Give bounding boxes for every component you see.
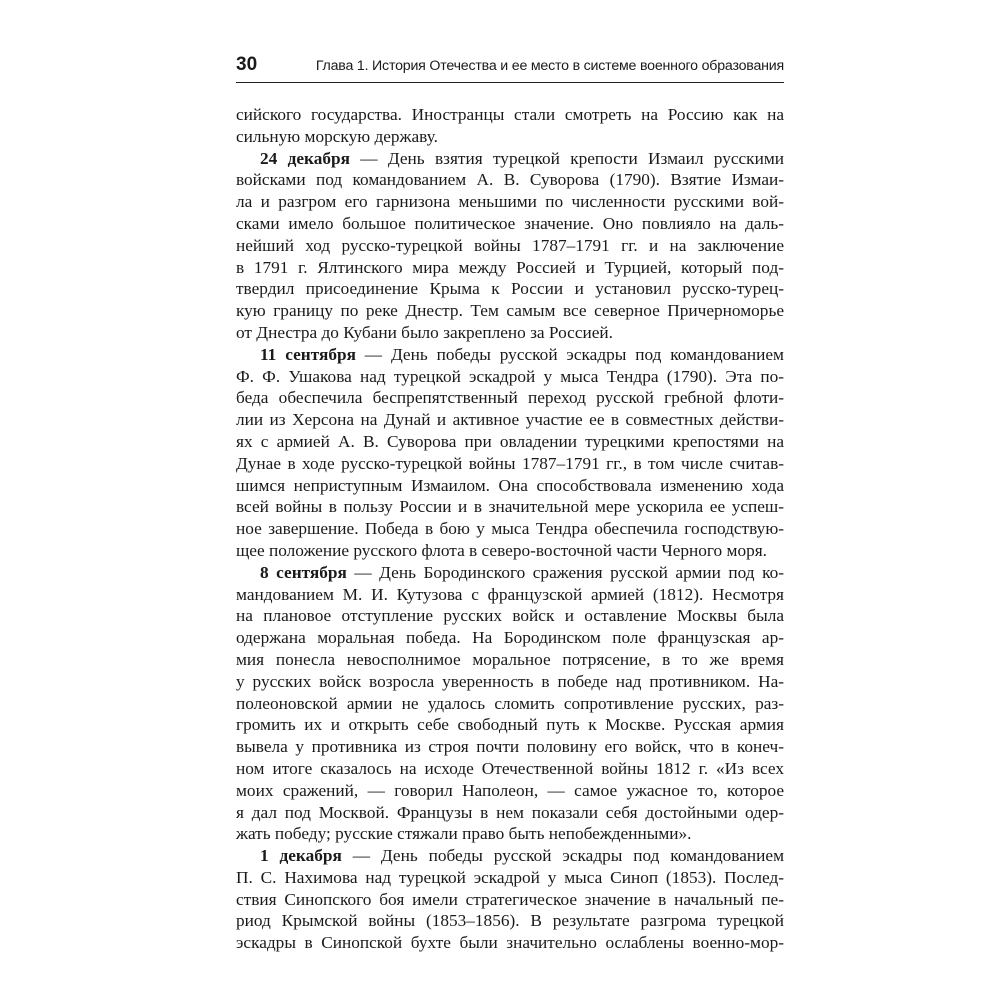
text-line — [236, 213, 784, 235]
line-text: кую границу по реке Днестр. Тем самым все северное Причерноморье — [236, 301, 784, 321]
text-body — [236, 104, 784, 954]
text-line — [236, 344, 784, 366]
text-line — [236, 126, 784, 148]
page-number: 30 — [236, 54, 258, 75]
line-text: П. С. Нахимова над турецкой эскадрой у мыса Синоп (1853). Послед- — [236, 867, 784, 887]
text-line — [236, 322, 784, 344]
line-text: одержана моральная победа. На Бородинском поле французская ар- — [236, 628, 784, 648]
text-line — [236, 257, 784, 279]
text-line — [236, 671, 784, 693]
text-line — [236, 823, 784, 845]
line-text: нейший ход русско-турецкой войны 1787–1791 гг. и на заключение — [236, 235, 784, 255]
date-heading: 8 сентября — [260, 562, 347, 582]
text-line — [236, 387, 784, 409]
text-line — [236, 104, 784, 126]
line-text: — День взятия турецкой крепости Измаил русскими — [349, 148, 785, 168]
text-line — [236, 627, 784, 649]
line-text: ствия Синопского боя имели стратегическое значение в начальный пе- — [236, 889, 784, 909]
text-line — [236, 278, 784, 300]
running-head: Глава 1. История Отечества и ее место в системе военного образования — [315, 58, 784, 74]
line-text: сийского государства. Иностранцы стали смотреть на Россию как на — [236, 105, 784, 124]
line-text: — День победы русской эскадры под командованием — [355, 344, 784, 364]
text-line — [236, 910, 784, 932]
line-text: эскадры в Синопской бухте были значительно ослаблены военно-мор- — [236, 933, 784, 953]
line-text: сильную морскую державу. — [236, 126, 438, 146]
text-line — [236, 300, 784, 322]
date-heading: 1 декабря — [260, 846, 342, 866]
text-line — [236, 409, 784, 431]
line-text: ла и разгром его гарнизона меньшими по численности русскими вой- — [236, 192, 784, 212]
line-text: ях с армией А. В. Суворова при овладении турецкими крепостями на — [236, 431, 784, 451]
text-line — [236, 191, 784, 213]
text-line — [236, 148, 784, 170]
line-text: щее положение русского флота в северо-восточной части Черного моря. — [236, 540, 767, 560]
date-heading: 24 декабря — [260, 148, 350, 168]
text-line — [236, 780, 784, 802]
line-text: лии из Херсона на Дунай и активное участие ее в совместных действи- — [236, 410, 784, 430]
line-text: Дунае в ходе русско-турецкой войны 1787–1791 гг., в том числе считав- — [236, 453, 784, 473]
line-text: жать победу; русские стяжали право быть непобежденными». — [236, 824, 692, 844]
text-line — [236, 540, 784, 562]
line-text: беда обеспечила беспрепятственный переход русской гребной флоти- — [236, 388, 784, 408]
line-text: ном итоге сказалось на исходе Отечественной войны 1812 г. «Из всех — [236, 758, 784, 778]
text-line — [236, 475, 784, 497]
line-text: у русских войск возросла уверенность в победе над противником. На- — [236, 671, 784, 691]
line-text: вывела у противника из строя почти половину его войск, что в конеч- — [236, 737, 784, 757]
text-line — [236, 584, 784, 606]
text-line — [236, 366, 784, 388]
text-line — [236, 496, 784, 518]
text-line — [236, 649, 784, 671]
line-text: — День Бородинского сражения русской армии под ко- — [346, 562, 784, 582]
line-text: шимся неприступным Измаилом. Она способствовала изменению хода — [236, 475, 784, 495]
line-text: я дал под Москвой. Французы в нем показали себя достойными одер- — [236, 802, 784, 822]
text-line — [236, 235, 784, 257]
line-text: всей войны в пользу России и в значительной мере ускорила ее успеш- — [236, 497, 784, 517]
text-line — [236, 867, 784, 889]
line-text: риод Крымской войны (1853–1856). В результате разгрома турецкой — [236, 911, 784, 931]
line-text: на плановое отступление русских войск и оставление Москвы была — [236, 606, 784, 626]
text-line — [236, 562, 784, 584]
line-text: от Днестра до Кубани было закреплено за Россией. — [236, 322, 613, 342]
line-text: мандованием М. И. Кутузова с французской армией (1812). Несмотря — [236, 584, 784, 604]
text-line — [236, 169, 784, 191]
text-line — [236, 845, 784, 867]
text-line — [236, 802, 784, 824]
line-text: моих сражений, — говорил Наполеон, — самое ужасное то, которое — [236, 780, 784, 800]
text-line — [236, 889, 784, 911]
text-line — [236, 693, 784, 715]
page-header — [236, 52, 784, 83]
line-text: войсками под командованием А. В. Суворова (1790). Взятие Измаи- — [236, 170, 784, 190]
line-text: твердил присоединение Крыма к России и установил русско-турец- — [236, 279, 784, 299]
line-text: в 1791 г. Ялтинского мира между Россией и Турцией, который под- — [236, 257, 784, 277]
line-text: полеоновской армии не удалось сломить сопротивление русских, раз- — [236, 693, 784, 713]
line-text: Ф. Ф. Ушакова над турецкой эскадрой у мыса Тендра (1790). Эта по- — [236, 366, 784, 386]
text-line — [236, 605, 784, 627]
text-line — [236, 736, 784, 758]
text-line — [236, 431, 784, 453]
line-text: ное завершение. Победа в бою у мыса Тендра обеспечила господствую- — [236, 519, 784, 539]
date-heading: 11 сентября — [260, 344, 356, 364]
text-line — [236, 758, 784, 780]
text-line — [236, 518, 784, 540]
line-text: мия понесла невосполнимое моральное потрясение, в то же время — [236, 649, 784, 669]
line-text: — День победы русской эскадры под командованием — [341, 846, 785, 866]
line-text: сками имело большое политическое значение. Оно повлияло на даль- — [236, 213, 784, 233]
text-line — [236, 453, 784, 475]
text-line — [236, 932, 784, 954]
line-text: громить их и открыть себе свободный путь к Москве. Русская армия — [236, 715, 784, 735]
text-line — [236, 714, 784, 736]
